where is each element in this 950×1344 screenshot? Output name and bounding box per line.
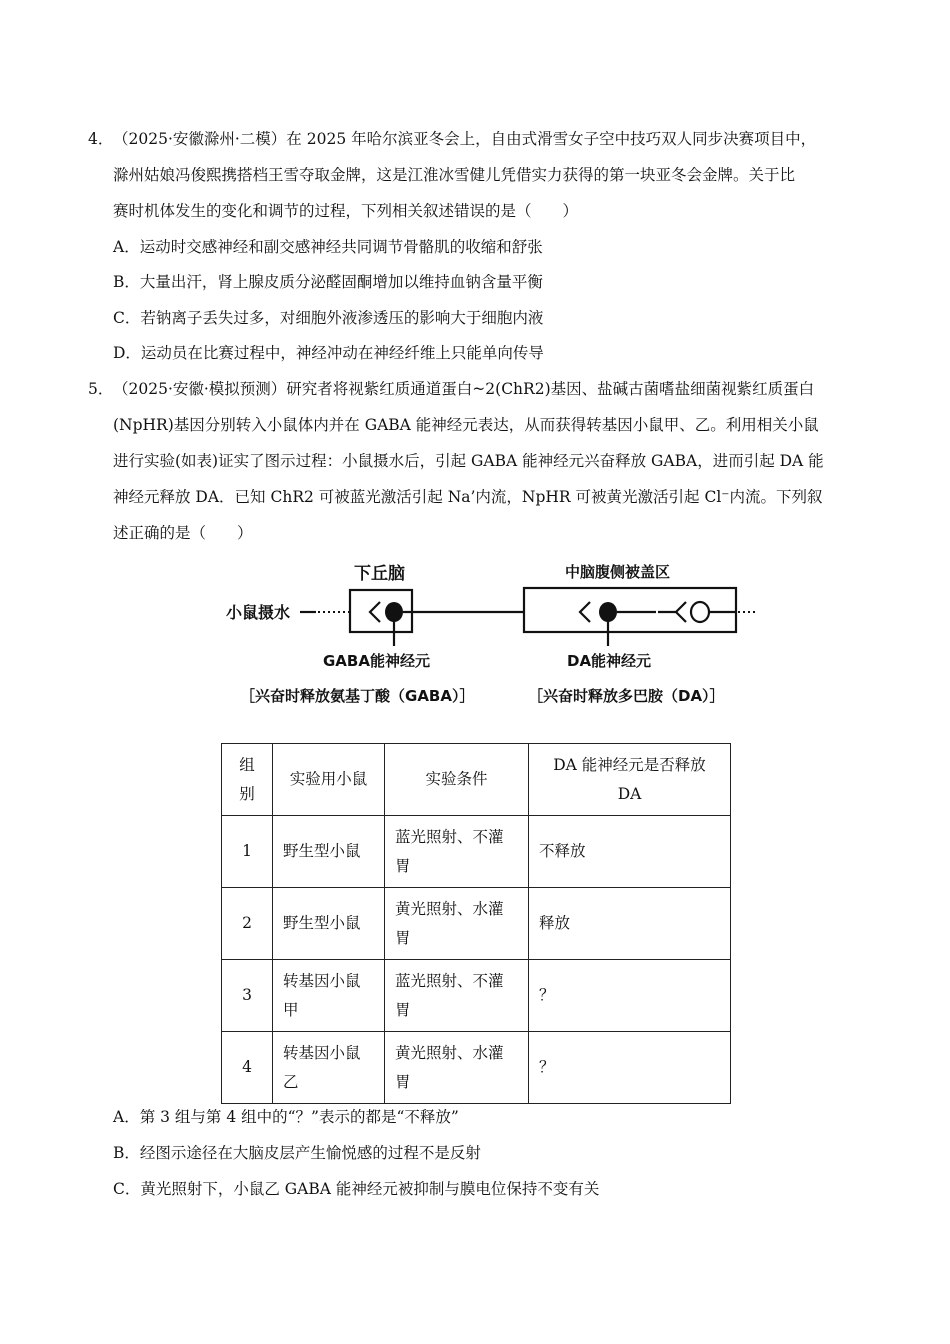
header-condition: 实验条件 [385,744,529,816]
table-row [222,1032,731,1104]
cell-group: 4 [222,1032,273,1104]
cell-condition: 黄光照射、水灌 胃 [385,888,529,960]
question-4-option-a: A．运动时交感神经和副交感神经共同调节骨骼肌的收缩和舒张 [113,238,543,256]
cell-mouse: 转基因小鼠 甲 [273,960,385,1032]
da-neuron-label: DA能神经元 [567,652,652,670]
question-5-stem-line-2: (NpHR)基因分别转入小鼠体内并在 GABA 能神经元表达，从而获得转基因小鼠甲、乙。利用相关小鼠 [113,416,819,434]
question-4-stem-line-2: 滁州姑娘冯俊熙携搭档王雪夺取金牌，这是江淮冰雪健儿凭借实力获得的第一块亚冬会金牌。关于比 [113,166,796,184]
table-row [222,960,731,1032]
cell-group: 2 [222,888,273,960]
target-neuron-body [691,602,709,622]
question-5-option-a: A．第 3 组与第 4 组中的“？”表示的都是“不释放” [113,1108,459,1126]
question-4-option-d: D．运动员在比赛过程中，神经冲动在神经纤维上只能单向传导 [113,344,544,362]
gaba-note: ［兴奋时释放氨基丁酸（GABA）］ [240,687,475,705]
question-4-option-b: B．大量出汗，肾上腺皮质分泌醛固酮增加以维持血钠含量平衡 [113,273,543,291]
question-5-option-b: B．经图示途径在大脑皮层产生愉悦感的过程不是反射 [113,1144,481,1162]
question-5-stem-line-1: （2025·安徽·模拟预测）研究者将视紫红质通道蛋白~2(ChR2)基因、盐碱古菌嗜盐细菌视紫红质蛋白 [113,380,815,398]
cell-mouse: 野生型小鼠 [273,816,385,888]
cell-mouse: 转基因小鼠 乙 [273,1032,385,1104]
synapse-mark-1 [370,602,380,622]
question-5-option-c: C．黄光照射下，小鼠乙 GABA 能神经元被抑制与膜电位保持不变有关 [113,1180,600,1198]
vta-box [524,588,736,632]
question-5-stem-line-5: 述正确的是（ ） [113,524,253,542]
table-row [222,888,731,960]
cell-result: 释放 [529,888,731,960]
cell-condition: 黄光照射、水灌 胃 [385,1032,529,1104]
neural-pathway-diagram [210,560,770,710]
gaba-neuron-body [385,602,403,622]
gaba-neuron-label: GABA能神经元 [323,652,430,670]
da-neuron-body [599,602,617,622]
question-5-stem-line-3: 进行实验(如表)证实了图示过程：小鼠摄水后，引起 GABA 能神经元兴奋释放 GABA，进而引起 DA 能 [113,452,824,470]
header-da-release: DA 能神经元是否释放 DA [529,744,731,816]
region-hypothalamus-label: 下丘脑 [354,564,405,584]
question-4-option-c: C．若钠离子丢失过多，对细胞外液渗透压的影响大于细胞内液 [113,309,544,327]
table-row [222,816,731,888]
da-note: ［兴奋时释放多巴胺（DA）］ [528,687,725,705]
cell-result: 不释放 [529,816,731,888]
experiment-table [221,743,731,1104]
synapse-mark-3 [676,602,686,622]
cell-group: 3 [222,960,273,1032]
cell-result: ？ [529,1032,731,1104]
question-4-stem-line-1: （2025·安徽滁州·二模）在 2025 年哈尔滨亚冬会上，自由式滑雪女子空中技巧双人同步决赛项目中， [113,130,817,148]
stimulus-label: 小鼠摄水 [226,603,291,622]
cell-condition: 蓝光照射、不灌 胃 [385,816,529,888]
cell-mouse: 野生型小鼠 [273,888,385,960]
question-5-stem-line-4: 神经元释放 DA．已知 ChR2 可被蓝光激活引起 Na’内流，NpHR 可被黄光激活引起 Cl⁻内流。下列叙 [113,488,823,506]
question-4-stem-line-3: 赛时机体发生的变化和调节的过程，下列相关叙述错误的是（ ） [113,202,579,220]
question-4-number: 4． [88,130,114,148]
cell-result: ？ [529,960,731,1032]
cell-condition: 蓝光照射、不灌 胃 [385,960,529,1032]
cell-group: 1 [222,816,273,888]
header-mouse: 实验用小鼠 [273,744,385,816]
question-5-number: 5． [88,380,114,398]
table-header-row [222,744,731,816]
header-group: 组 别 [222,744,273,816]
region-vta-label: 中脑腹侧被盖区 [565,563,671,581]
synapse-mark-2 [580,602,590,622]
